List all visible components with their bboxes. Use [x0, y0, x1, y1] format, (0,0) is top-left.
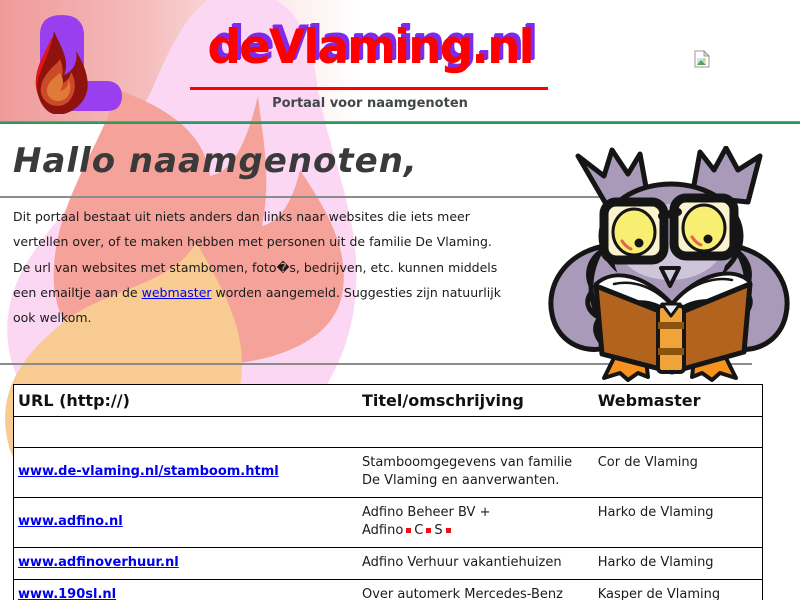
title-cell: Adfino Beheer BV + Adfino C S — [358, 498, 594, 548]
paragraph-line: ook welkom. — [13, 310, 92, 325]
site-link[interactable]: www.adfinoverhuur.nl — [18, 555, 179, 570]
webmaster-cell: Harko de Vlaming — [594, 548, 763, 580]
webmaster-cell: Kasper de Vlaming — [594, 580, 763, 600]
table-header-row — [14, 385, 763, 417]
url-cell — [14, 580, 358, 600]
webmaster-cell: Cor de Vlaming — [594, 448, 763, 498]
links-table — [13, 384, 763, 600]
column-header-title: Titel/omschrijving — [358, 385, 594, 417]
table-row — [14, 580, 763, 600]
site-title: deVlaming.nl — [207, 20, 533, 75]
site-link[interactable]: www.adfino.nl — [18, 514, 123, 529]
red-square-bullet — [406, 528, 411, 533]
site-subtitle: Portaal voor naamgenoten — [272, 96, 468, 111]
title-cell — [358, 417, 594, 448]
site-link[interactable]: www.de-vlaming.nl/stamboom.html — [18, 464, 279, 479]
intro-paragraph-1 — [13, 204, 492, 254]
owl-reading-book-illustration — [544, 146, 794, 384]
url-cell — [14, 417, 358, 448]
site-link[interactable]: www.190sl.nl — [18, 587, 117, 600]
intro-paragraph-2 — [13, 255, 501, 330]
title-cell: Stamboomgegevens van familie De Vlaming en aanverwanten. — [358, 448, 594, 498]
links-table-body — [14, 417, 763, 600]
table-row — [14, 498, 763, 548]
red-square-bullet — [446, 528, 451, 533]
title-cell: Adfino Verhuur vakantiehuizen — [358, 548, 594, 580]
url-cell — [14, 498, 358, 548]
green-divider-rule — [0, 121, 800, 124]
paragraph-line: De url van websites met stambomen, foto�s, bedrijven, etc. kunnen middels — [13, 260, 498, 275]
webmaster-cell: Harko de Vlaming — [594, 498, 763, 548]
paragraph-line: een emailtje aan de — [13, 285, 142, 300]
url-cell — [14, 548, 358, 580]
column-header-webmaster: Webmaster — [594, 385, 763, 417]
red-divider-rule — [190, 87, 548, 90]
table-row — [14, 448, 763, 498]
webmaster-link[interactable]: webmaster — [141, 285, 212, 300]
red-square-bullet — [426, 528, 431, 533]
table-row — [14, 417, 763, 448]
table-row — [14, 548, 763, 580]
site-logo-flame-l-icon — [24, 12, 124, 114]
url-cell — [14, 448, 358, 498]
page-heading: Hallo naamgenoten, — [13, 141, 418, 181]
webmaster-cell — [594, 417, 763, 448]
broken-image-icon — [694, 50, 710, 68]
paragraph-line: worden aangemeld. Suggesties zijn natuurlijk — [211, 285, 501, 300]
column-header-url: URL (http://) — [14, 385, 358, 417]
paragraph-line: Dit portaal bestaat uit niets anders dan links naar websites die iets meer — [13, 209, 470, 224]
title-cell: Over automerk Mercedes-Benz — [358, 580, 594, 600]
paragraph-line: vertellen over, of te maken hebben met personen uit de familie De Vlaming. — [13, 234, 492, 249]
